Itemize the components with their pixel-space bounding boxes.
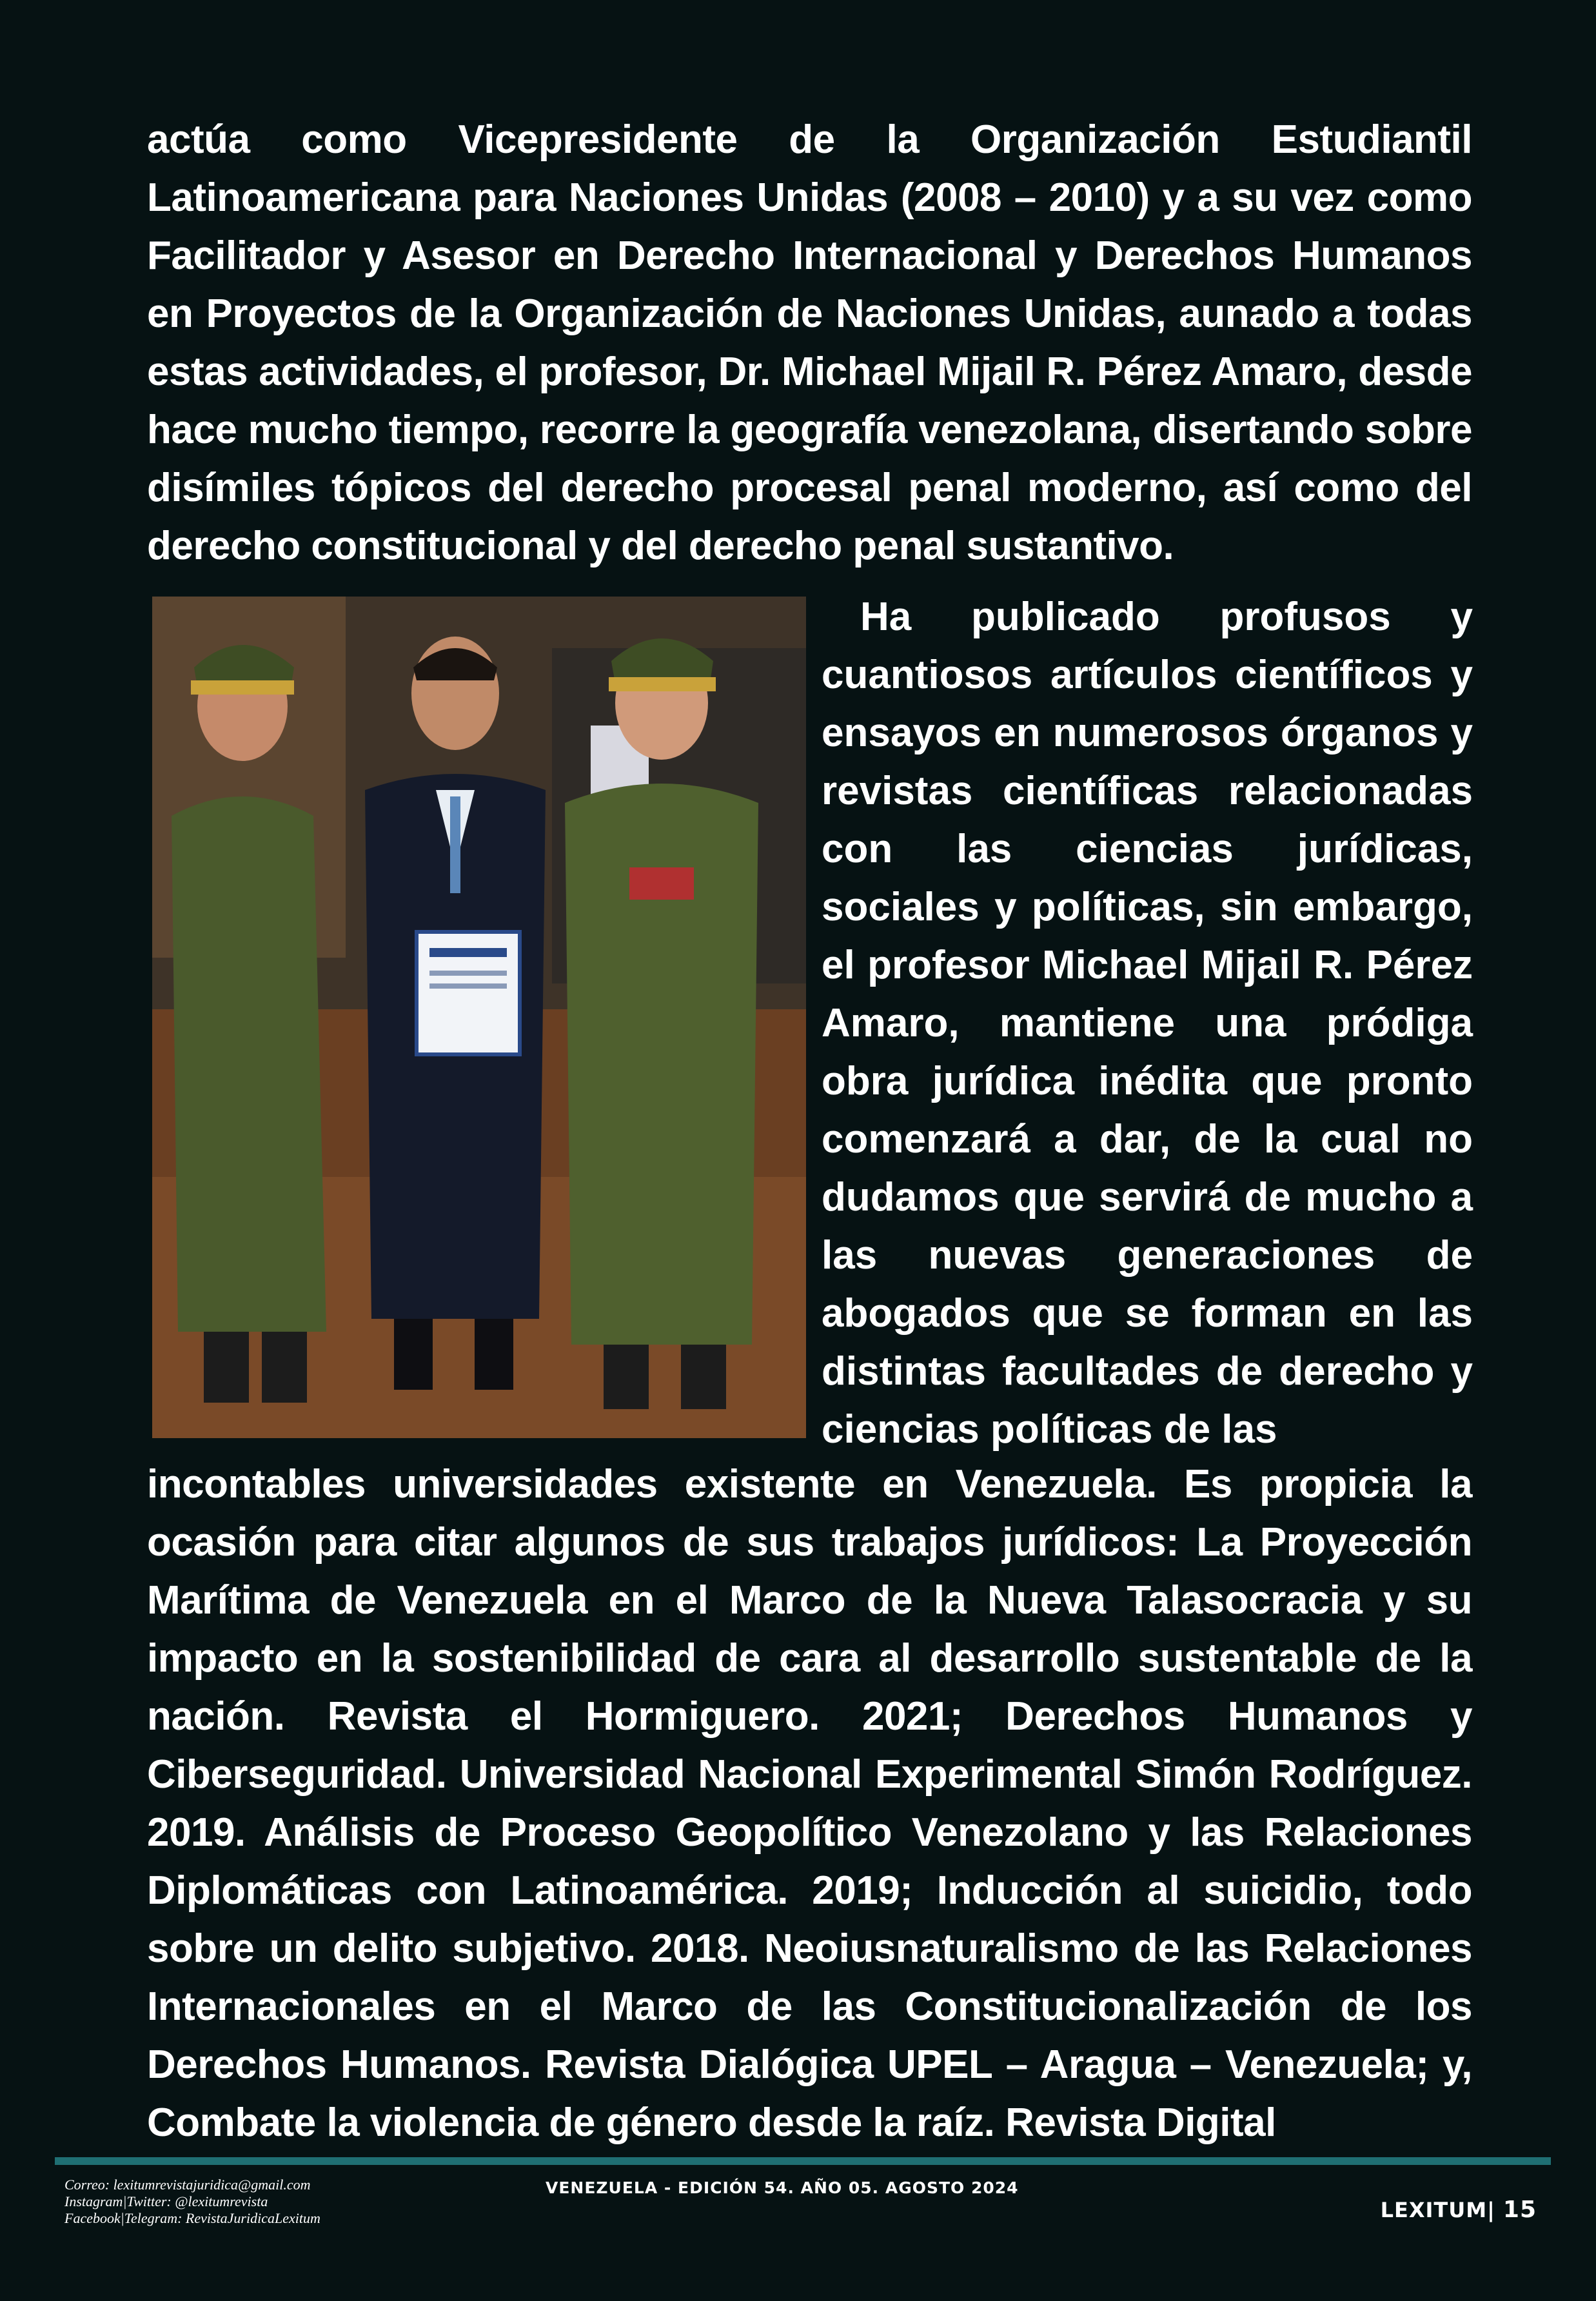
edition-info: VENEZUELA - EDICIÓN 54. AÑO 05. AGOSTO 2024 <box>546 2178 1019 2197</box>
brand-name: LEXITUM| <box>1380 2198 1495 2222</box>
photo-illustration <box>152 597 806 1438</box>
footer-contact <box>64 2177 320 2227</box>
page-number: 15 <box>1502 2197 1537 2223</box>
article-paragraph-2: Ha publicado profusos y cuantiosos artículos científicos y ensayos en numerosos órganos y revistas científicas relacionadas con las ciencias jurídicas, sociales y políticas, sin embargo, el profesor Michael Mijail R. Pérez Amaro, mantiene una pródiga obra jurídica inédita que pronto comenzará a dar, de la cual no dudamos que servirá de mucho a las nuevas generaciones de abogados que se forman en las distintas facultades de derecho y ciencias políticas de las <box>822 595 1473 1452</box>
article-paragraph-1: actúa como Vicepresidente de la Organización Estudiantil Latinoamericana para Naciones Unidas (2008 – 2010) y a su vez como Facilitador y Asesor en Derecho Internacional y Derechos Humanos en Proyectos de la Organización de Naciones Unidas, aunado a todas estas actividades, el profesor, Dr. Michael Mijail R. Pérez Amaro, desde hace mucho tiempo, recorre la geografía venezolana, disertando sobre disímiles tópicos del derecho procesal penal moderno, así como del derecho constitucional y del derecho penal sustantivo. <box>147 117 1472 568</box>
contact-instagram[interactable]: Instagram|Twitter: @lexitumrevista <box>64 2193 268 2209</box>
article-paragraph-3: incontables universidades existente en Venezuela. Es propicia la ocasión para citar algunos de sus trabajos jurídicos: La Proyección Marítima de Venezuela en el Marco de la Nueva Talasocracia y su impacto en la sostenibilidad de cara al desarrollo sustentable de la nación. Revista el Hormiguero. 2021; Derechos Humanos y Ciberseguridad. Universidad Nacional Experimental Simón Rodríguez. 2019. Análisis de Proceso Geopolítico Venezolano y las Relaciones Diplomáticas con Latinoamérica. 2019; Inducción al suicidio, todo sobre un delito subjetivo. 2018. Neoiusnaturalismo de las Relaciones Internacionales en el Marco de las Constitucionalización de los Derechos Humanos. Revista Dialógica UPEL – Aragua – Venezuela; y, Combate la violencia de género desde la raíz. Revista Digital <box>147 1462 1472 2145</box>
page-number-block <box>1381 2197 1537 2223</box>
contact-email[interactable]: Correo: lexitumrevistajuridica@gmail.com <box>64 2177 311 2193</box>
footer-divider <box>55 2157 1551 2165</box>
award-photo <box>152 597 806 1438</box>
contact-facebook[interactable]: Facebook|Telegram: RevistaJuridicaLexitum <box>64 2210 320 2226</box>
